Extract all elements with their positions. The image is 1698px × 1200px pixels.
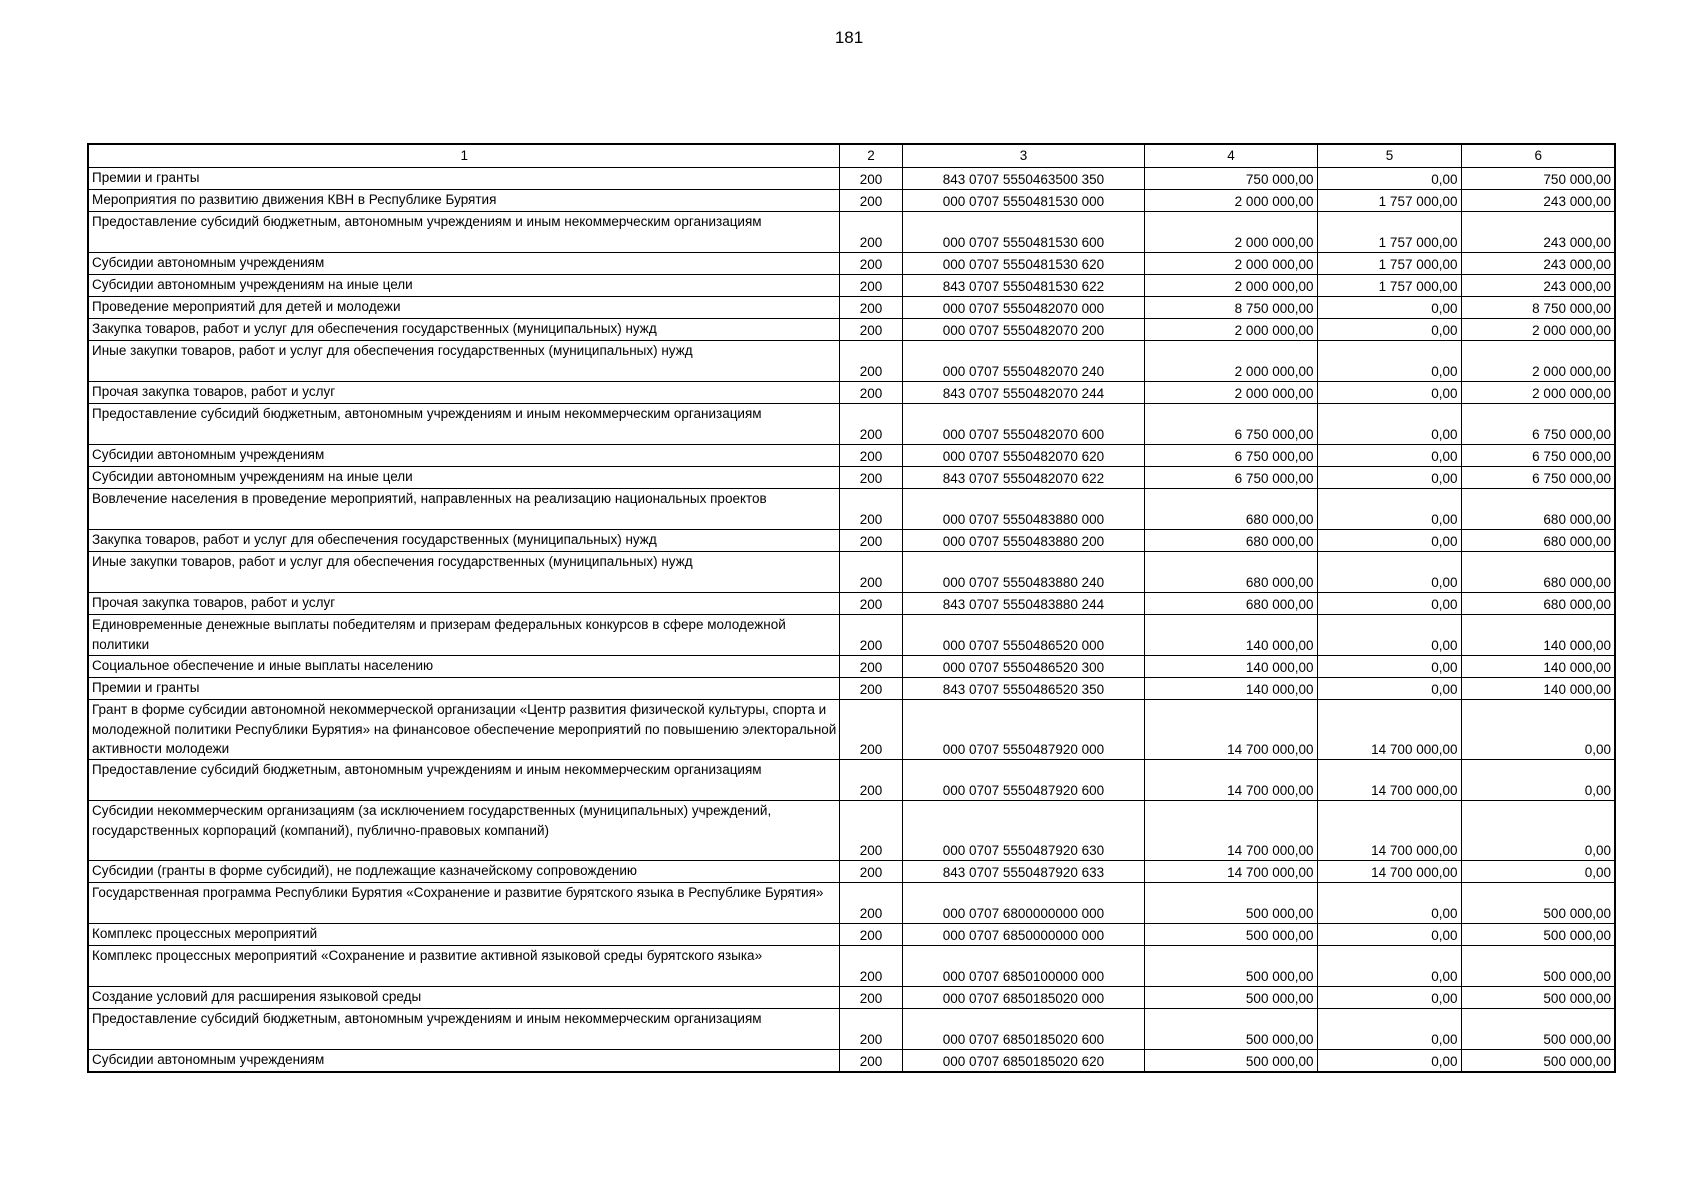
row-col5: 0,00 xyxy=(1317,946,1461,987)
row-col5: 0,00 xyxy=(1317,593,1461,615)
row-col5: 0,00 xyxy=(1317,987,1461,1009)
table-row xyxy=(88,404,1615,445)
row-col6: 243 000,00 xyxy=(1461,275,1615,297)
row-col6: 6 750 000,00 xyxy=(1461,445,1615,467)
row-name: Субсидии автономным учреждениям xyxy=(88,445,839,467)
header-col-3: 3 xyxy=(902,144,1144,168)
row-col2: 200 xyxy=(839,530,902,552)
row-name: Премии и гранты xyxy=(88,168,839,190)
row-col4: 14 700 000,00 xyxy=(1144,760,1317,801)
row-code: 000 0707 5550487920 630 xyxy=(902,801,1144,861)
row-code: 000 0707 5550483880 240 xyxy=(902,552,1144,593)
table-body xyxy=(88,168,1615,1073)
table-row xyxy=(88,946,1615,987)
table-row xyxy=(88,883,1615,924)
row-col6: 8 750 000,00 xyxy=(1461,297,1615,319)
row-col6: 243 000,00 xyxy=(1461,190,1615,212)
row-col2: 200 xyxy=(839,297,902,319)
row-col2: 200 xyxy=(839,319,902,341)
row-col6: 680 000,00 xyxy=(1461,593,1615,615)
table-row xyxy=(88,987,1615,1009)
row-col4: 500 000,00 xyxy=(1144,987,1317,1009)
row-col4: 2 000 000,00 xyxy=(1144,212,1317,253)
row-col6: 0,00 xyxy=(1461,801,1615,861)
row-col4: 680 000,00 xyxy=(1144,489,1317,530)
row-name: Субсидии автономным учреждениям на иные цели xyxy=(88,467,839,489)
row-col4: 500 000,00 xyxy=(1144,1050,1317,1073)
row-col2: 200 xyxy=(839,1050,902,1073)
row-col4: 6 750 000,00 xyxy=(1144,445,1317,467)
row-col2: 200 xyxy=(839,924,902,946)
row-code: 000 0707 5550482070 240 xyxy=(902,341,1144,382)
table-row xyxy=(88,593,1615,615)
row-col2: 200 xyxy=(839,593,902,615)
row-col2: 200 xyxy=(839,678,902,700)
header-col-1: 1 xyxy=(88,144,839,168)
row-col6: 680 000,00 xyxy=(1461,530,1615,552)
row-code: 843 0707 5550482070 622 xyxy=(902,467,1144,489)
row-col6: 500 000,00 xyxy=(1461,883,1615,924)
row-name: Предоставление субсидий бюджетным, автономным учреждениям и иным некоммерческим организациям xyxy=(88,404,839,445)
row-col2: 200 xyxy=(839,404,902,445)
row-code: 000 0707 6800000000 000 xyxy=(902,883,1144,924)
row-col5: 0,00 xyxy=(1317,341,1461,382)
row-code: 843 0707 5550486520 350 xyxy=(902,678,1144,700)
row-col2: 200 xyxy=(839,760,902,801)
row-col5: 0,00 xyxy=(1317,883,1461,924)
row-col4: 500 000,00 xyxy=(1144,946,1317,987)
row-code: 000 0707 6850100000 000 xyxy=(902,946,1144,987)
row-col4: 2 000 000,00 xyxy=(1144,190,1317,212)
row-name: Премии и гранты xyxy=(88,678,839,700)
table-row xyxy=(88,1050,1615,1073)
table-row xyxy=(88,190,1615,212)
row-col5: 14 700 000,00 xyxy=(1317,861,1461,883)
row-col5: 0,00 xyxy=(1317,297,1461,319)
row-code: 000 0707 5550481530 600 xyxy=(902,212,1144,253)
row-col5: 0,00 xyxy=(1317,656,1461,678)
row-col2: 200 xyxy=(839,883,902,924)
row-name: Комплекс процессных мероприятий xyxy=(88,924,839,946)
row-name: Предоставление субсидий бюджетным, автономным учреждениям и иным некоммерческим организациям xyxy=(88,212,839,253)
row-col5: 0,00 xyxy=(1317,678,1461,700)
row-code: 000 0707 5550482070 000 xyxy=(902,297,1144,319)
row-col5: 14 700 000,00 xyxy=(1317,700,1461,760)
row-col5: 0,00 xyxy=(1317,924,1461,946)
row-col5: 0,00 xyxy=(1317,615,1461,656)
row-col6: 140 000,00 xyxy=(1461,678,1615,700)
row-col6: 243 000,00 xyxy=(1461,212,1615,253)
row-col4: 14 700 000,00 xyxy=(1144,861,1317,883)
row-code: 000 0707 5550483880 200 xyxy=(902,530,1144,552)
table-row xyxy=(88,924,1615,946)
row-col4: 2 000 000,00 xyxy=(1144,382,1317,404)
row-col5: 0,00 xyxy=(1317,319,1461,341)
row-col2: 200 xyxy=(839,253,902,275)
row-col4: 680 000,00 xyxy=(1144,530,1317,552)
row-code: 000 0707 6850185020 620 xyxy=(902,1050,1144,1073)
row-col6: 680 000,00 xyxy=(1461,552,1615,593)
row-col6: 500 000,00 xyxy=(1461,1009,1615,1050)
row-code: 000 0707 5550486520 300 xyxy=(902,656,1144,678)
header-row xyxy=(88,144,1615,168)
row-col4: 680 000,00 xyxy=(1144,593,1317,615)
row-col2: 200 xyxy=(839,190,902,212)
budget-table xyxy=(87,143,1616,1073)
row-col5: 1 757 000,00 xyxy=(1317,190,1461,212)
row-col2: 200 xyxy=(839,445,902,467)
row-col6: 2 000 000,00 xyxy=(1461,319,1615,341)
row-col6: 2 000 000,00 xyxy=(1461,382,1615,404)
row-code: 843 0707 5550487920 633 xyxy=(902,861,1144,883)
row-col2: 200 xyxy=(839,615,902,656)
row-col4: 140 000,00 xyxy=(1144,656,1317,678)
row-col6: 0,00 xyxy=(1461,861,1615,883)
row-name: Закупка товаров, работ и услуг для обеспечения государственных (муниципальных) нужд xyxy=(88,319,839,341)
table-row xyxy=(88,552,1615,593)
row-col6: 680 000,00 xyxy=(1461,489,1615,530)
row-col4: 2 000 000,00 xyxy=(1144,253,1317,275)
row-col5: 1 757 000,00 xyxy=(1317,275,1461,297)
table-row xyxy=(88,253,1615,275)
row-col2: 200 xyxy=(839,168,902,190)
row-name: Субсидии (гранты в форме субсидий), не подлежащие казначейскому сопровождению xyxy=(88,861,839,883)
row-code: 000 0707 5550482070 600 xyxy=(902,404,1144,445)
row-col2: 200 xyxy=(839,700,902,760)
row-name: Грант в форме субсидии автономной некоммерческой организации «Центр развития физической культуры, спорта и молодежной политики Республики Бурятия» на финансовое обеспечение мероприятий по повышению электоральной активности молодежи xyxy=(88,700,839,760)
row-code: 000 0707 5550481530 000 xyxy=(902,190,1144,212)
row-col4: 750 000,00 xyxy=(1144,168,1317,190)
header-col-6: 6 xyxy=(1461,144,1615,168)
row-col5: 0,00 xyxy=(1317,530,1461,552)
row-col6: 750 000,00 xyxy=(1461,168,1615,190)
row-col4: 500 000,00 xyxy=(1144,924,1317,946)
row-col4: 2 000 000,00 xyxy=(1144,319,1317,341)
row-name: Комплекс процессных мероприятий «Сохранение и развитие активной языковой среды бурятского языка» xyxy=(88,946,839,987)
row-col4: 2 000 000,00 xyxy=(1144,341,1317,382)
row-code: 000 0707 5550482070 200 xyxy=(902,319,1144,341)
row-col4: 500 000,00 xyxy=(1144,883,1317,924)
row-col4: 500 000,00 xyxy=(1144,1009,1317,1050)
table-row xyxy=(88,341,1615,382)
row-name: Субсидии автономным учреждениям на иные цели xyxy=(88,275,839,297)
row-code: 000 0707 5550482070 620 xyxy=(902,445,1144,467)
row-name: Субсидии автономным учреждениям xyxy=(88,253,839,275)
row-col4: 14 700 000,00 xyxy=(1144,700,1317,760)
table-row xyxy=(88,319,1615,341)
row-col2: 200 xyxy=(839,987,902,1009)
row-col5: 0,00 xyxy=(1317,1050,1461,1073)
row-col5: 0,00 xyxy=(1317,489,1461,530)
header-col-2: 2 xyxy=(839,144,902,168)
row-col4: 2 000 000,00 xyxy=(1144,275,1317,297)
row-name: Прочая закупка товаров, работ и услуг xyxy=(88,382,839,404)
table-row xyxy=(88,445,1615,467)
row-col5: 0,00 xyxy=(1317,168,1461,190)
row-col4: 6 750 000,00 xyxy=(1144,467,1317,489)
row-col2: 200 xyxy=(839,489,902,530)
row-col6: 243 000,00 xyxy=(1461,253,1615,275)
row-col4: 8 750 000,00 xyxy=(1144,297,1317,319)
header-col-4: 4 xyxy=(1144,144,1317,168)
row-code: 843 0707 5550482070 244 xyxy=(902,382,1144,404)
table-row xyxy=(88,678,1615,700)
page-number: 181 xyxy=(834,28,864,47)
row-name: Иные закупки товаров, работ и услуг для обеспечения государственных (муниципальных) нужд xyxy=(88,341,839,382)
row-col6: 500 000,00 xyxy=(1461,1050,1615,1073)
row-col6: 2 000 000,00 xyxy=(1461,341,1615,382)
row-col6: 6 750 000,00 xyxy=(1461,467,1615,489)
row-col2: 200 xyxy=(839,341,902,382)
table-row xyxy=(88,489,1615,530)
row-name: Субсидии автономным учреждениям xyxy=(88,1050,839,1073)
table-row xyxy=(88,656,1615,678)
row-col2: 200 xyxy=(839,1009,902,1050)
row-col2: 200 xyxy=(839,382,902,404)
table-row xyxy=(88,760,1615,801)
table-row xyxy=(88,297,1615,319)
row-col5: 1 757 000,00 xyxy=(1317,212,1461,253)
row-col5: 0,00 xyxy=(1317,552,1461,593)
row-name: Предоставление субсидий бюджетным, автономным учреждениям и иным некоммерческим организациям xyxy=(88,760,839,801)
row-name: Прочая закупка товаров, работ и услуг xyxy=(88,593,839,615)
row-col2: 200 xyxy=(839,656,902,678)
row-col6: 500 000,00 xyxy=(1461,946,1615,987)
row-col2: 200 xyxy=(839,552,902,593)
row-code: 000 0707 6850185020 600 xyxy=(902,1009,1144,1050)
row-col5: 0,00 xyxy=(1317,1009,1461,1050)
row-code: 843 0707 5550481530 622 xyxy=(902,275,1144,297)
row-code: 000 0707 6850000000 000 xyxy=(902,924,1144,946)
row-col2: 200 xyxy=(839,801,902,861)
table-row xyxy=(88,1009,1615,1050)
row-col6: 0,00 xyxy=(1461,700,1615,760)
row-name: Субсидии некоммерческим организациям (за исключением государственных (муниципальных) учреждений, государственных корпораций (компаний), публично-правовых компаний) xyxy=(88,801,839,861)
table-row xyxy=(88,168,1615,190)
row-name: Предоставление субсидий бюджетным, автономным учреждениям и иным некоммерческим организациям xyxy=(88,1009,839,1050)
row-code: 000 0707 5550487920 600 xyxy=(902,760,1144,801)
row-col6: 140 000,00 xyxy=(1461,615,1615,656)
row-name: Вовлечение населения в проведение мероприятий, направленных на реализацию национальных проектов xyxy=(88,489,839,530)
row-col5: 0,00 xyxy=(1317,404,1461,445)
row-code: 000 0707 5550481530 620 xyxy=(902,253,1144,275)
row-name: Государственная программа Республики Бурятия «Сохранение и развитие бурятского языка в Республике Бурятия» xyxy=(88,883,839,924)
row-name: Единовременные денежные выплаты победителям и призерам федеральных конкурсов в сфере молодежной политики xyxy=(88,615,839,656)
row-col6: 500 000,00 xyxy=(1461,924,1615,946)
row-col2: 200 xyxy=(839,467,902,489)
row-col4: 680 000,00 xyxy=(1144,552,1317,593)
row-name: Создание условий для расширения языковой среды xyxy=(88,987,839,1009)
row-name: Закупка товаров, работ и услуг для обеспечения государственных (муниципальных) нужд xyxy=(88,530,839,552)
row-col6: 140 000,00 xyxy=(1461,656,1615,678)
row-col2: 200 xyxy=(839,275,902,297)
row-code: 000 0707 5550486520 000 xyxy=(902,615,1144,656)
row-col4: 14 700 000,00 xyxy=(1144,801,1317,861)
table-row xyxy=(88,861,1615,883)
row-col5: 0,00 xyxy=(1317,382,1461,404)
row-col2: 200 xyxy=(839,946,902,987)
row-name: Социальное обеспечение и иные выплаты населению xyxy=(88,656,839,678)
row-col5: 0,00 xyxy=(1317,467,1461,489)
row-col5: 14 700 000,00 xyxy=(1317,760,1461,801)
row-col5: 1 757 000,00 xyxy=(1317,253,1461,275)
row-code: 000 0707 6850185020 000 xyxy=(902,987,1144,1009)
row-name: Мероприятия по развитию движения КВН в Республике Бурятия xyxy=(88,190,839,212)
row-code: 000 0707 5550483880 000 xyxy=(902,489,1144,530)
table-row xyxy=(88,530,1615,552)
row-col6: 500 000,00 xyxy=(1461,987,1615,1009)
row-code: 843 0707 5550483880 244 xyxy=(902,593,1144,615)
row-col5: 14 700 000,00 xyxy=(1317,801,1461,861)
header-col-5: 5 xyxy=(1317,144,1461,168)
row-col2: 200 xyxy=(839,212,902,253)
row-code: 000 0707 5550487920 000 xyxy=(902,700,1144,760)
row-col6: 0,00 xyxy=(1461,760,1615,801)
row-col4: 140 000,00 xyxy=(1144,678,1317,700)
table-row xyxy=(88,212,1615,253)
row-name: Проведение мероприятий для детей и молодежи xyxy=(88,297,839,319)
table-row xyxy=(88,275,1615,297)
table-row xyxy=(88,615,1615,656)
row-col4: 6 750 000,00 xyxy=(1144,404,1317,445)
table-row xyxy=(88,801,1615,861)
table-row xyxy=(88,382,1615,404)
row-code: 843 0707 5550463500 350 xyxy=(902,168,1144,190)
table-row xyxy=(88,467,1615,489)
row-col5: 0,00 xyxy=(1317,445,1461,467)
table-row xyxy=(88,700,1615,760)
row-name: Иные закупки товаров, работ и услуг для обеспечения государственных (муниципальных) нужд xyxy=(88,552,839,593)
row-col2: 200 xyxy=(839,861,902,883)
row-col6: 6 750 000,00 xyxy=(1461,404,1615,445)
row-col4: 140 000,00 xyxy=(1144,615,1317,656)
